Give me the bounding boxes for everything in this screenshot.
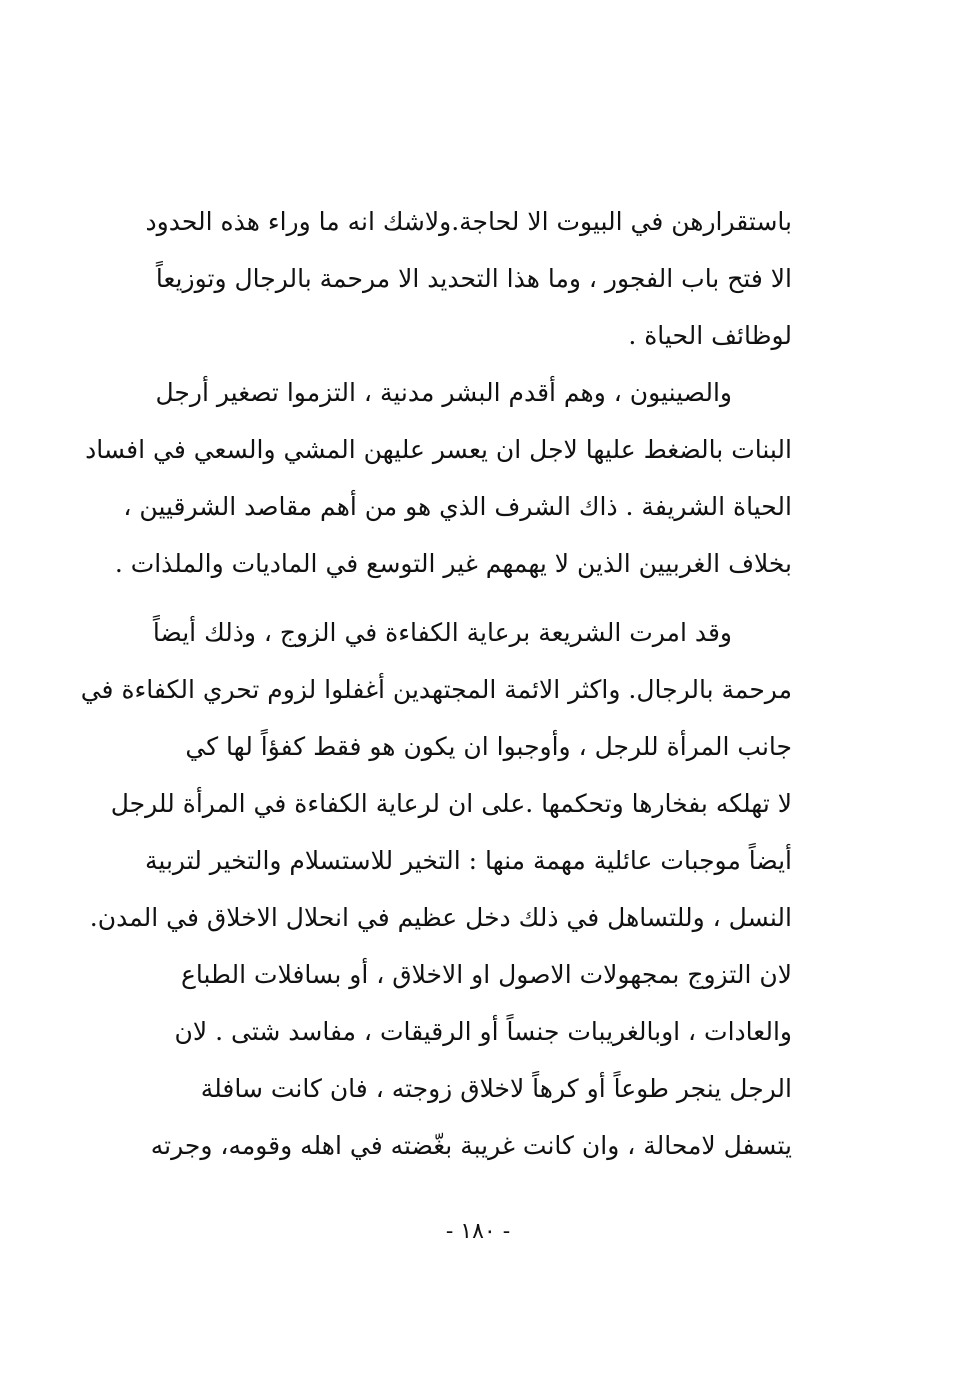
text-line: والصينيون ، وهم أقدم البشر مدنية ، التزموا تصغير أرجل (155, 378, 732, 407)
text-line: الرجل ينجر طوعاً أو كرهاً لاخلاق زوجته ، فان كانت سافلة (200, 1074, 792, 1103)
text-line: النسل ، وللتساهل في ذلك دخل عظيم في انحلال الاخلاق في المدن. (89, 903, 792, 932)
text-line: الا فتح باب الفجور ، وما هذا التحديد الا مرحمة بالرجال وتوزيعاً (155, 264, 792, 293)
page-number: - ١٨٠ - (445, 1219, 511, 1244)
paragraph-1 (145, 193, 792, 364)
text-line: يتسفل لامحالة ، وان كانت غريبة بغّضته في اهله وقومه، وجرته (150, 1131, 792, 1160)
paragraph-3 (80, 604, 792, 1174)
text-line: لان التزوج بمجهولات الاصول او الاخلاق ، أو بسافلات الطباع (180, 960, 792, 989)
text-line: لوظائف الحياة . (628, 321, 792, 350)
text-line: وقد امرت الشريعة برعاية الكفاءة في الزوج ، وذلك أيضاً (152, 618, 732, 647)
text-line: بخلاف الغربيين الذين لا يهمهم غير التوسع في الماديات والملذات . (114, 549, 792, 578)
text-line: جانب المرأة للرجل ، وأوجبوا ان يكون هو فقط كفؤاً لها كي (185, 732, 792, 761)
paragraph-2 (85, 364, 792, 592)
text-line: أيضاً موجبات عائلية مهمة منها : التخير للاستسلام والتخير لتربية (145, 846, 792, 875)
text-line: باستقرارهن في البيوت الا لحاجة.ولاشك انه ما وراء هذه الحدود (145, 207, 792, 236)
text-line: والعادات ، اوبالغريبات جنساً أو الرقيقات ، مفاسد شتى . لان (174, 1017, 792, 1046)
text-line: لا تهلكه بفخارها وتحكمها .على ان لرعاية الكفاءة في المرأة للرجل (110, 789, 792, 818)
text-line: مرحمة بالرجال. واكثر الائمة المجتهدين أغفلوا لزوم تحري الكفاءة في (80, 675, 792, 704)
text-line: الحياة الشريفة . ذاك الشرف الذي هو من أهم مقاصد الشرقيين ، (123, 492, 792, 521)
text-line: البنات بالضغط عليها لاجل ان يعسر عليهن المشي والسعي في افساد (85, 435, 792, 464)
